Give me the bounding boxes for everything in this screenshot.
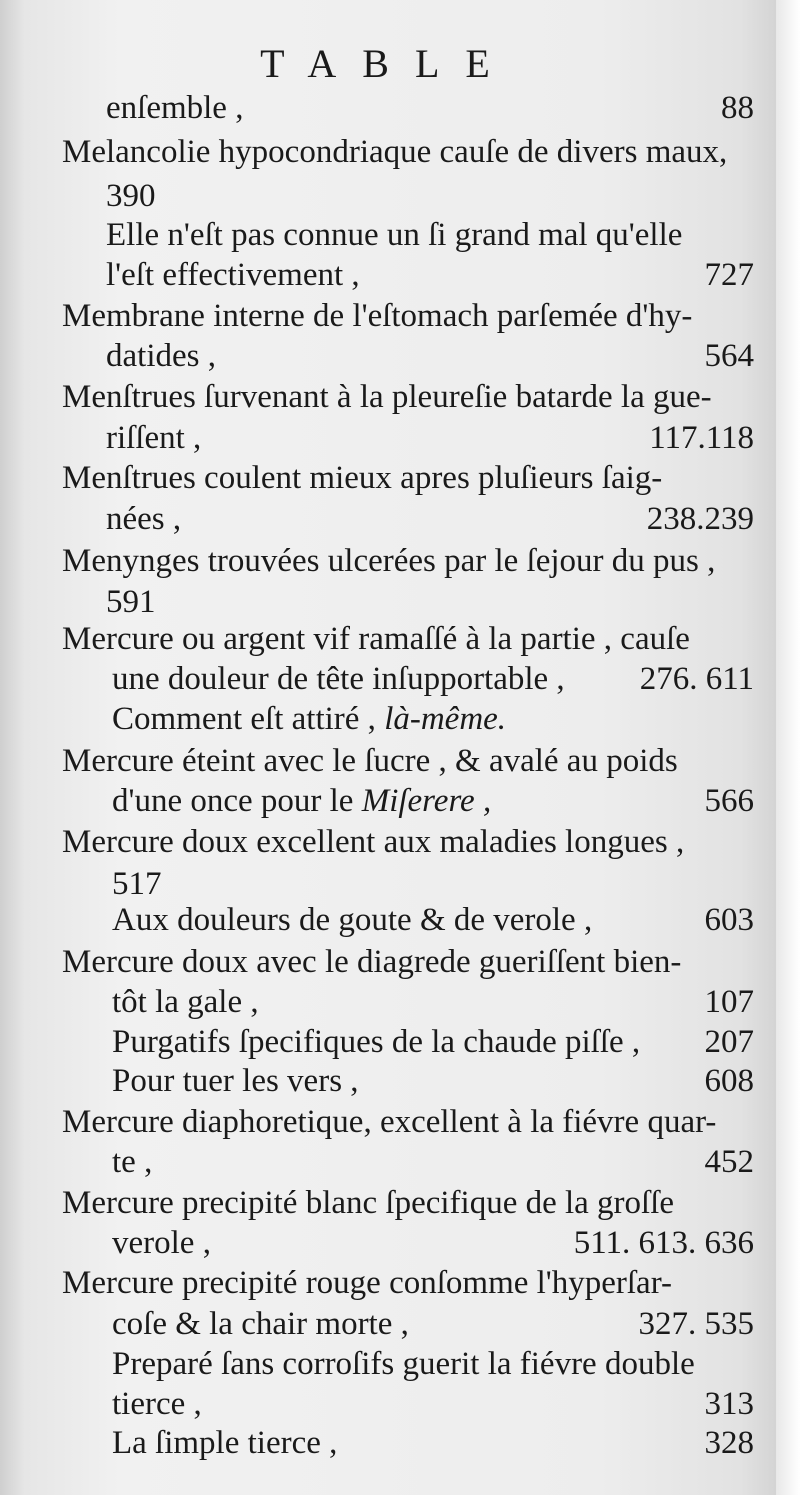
page-number: 327. 535 [638, 1306, 754, 1342]
entry-text: Pour tuer les vers , [112, 1063, 359, 1099]
index-line [62, 617, 754, 661]
page-title: TABLE [260, 41, 516, 86]
entry-text: Mercure precipité blanc ſpecifique de la groſſe [62, 1185, 675, 1221]
page-number: 608 [704, 1063, 754, 1099]
page-number: 566 [704, 783, 754, 819]
index-line [106, 416, 754, 460]
index-line [62, 294, 754, 338]
index-line [112, 1382, 754, 1426]
entry-text: Membrane interne de l'eſtomach parſemée d'hy- [62, 298, 693, 334]
entry-text: Comment eſt attiré , [112, 701, 376, 737]
index-line [62, 1261, 754, 1305]
page-number: 328 [704, 1425, 754, 1461]
page-number: 452 [704, 1144, 754, 1180]
index-line [62, 539, 754, 583]
index-line [112, 1342, 754, 1386]
index-line [106, 213, 754, 257]
entry-text: verole , [112, 1225, 211, 1261]
index-line [62, 940, 754, 984]
entry-text: Purgatifs ſpecifiques de la chaude piſſe , [112, 1024, 641, 1060]
entry-text: Menſtrues ſurvenant à la pleureſie batarde la gue- [62, 379, 712, 415]
entry-text: Mercure precipité rouge conſomme l'hyperſar- [62, 1265, 673, 1301]
entry-text: Preparé ſans corroſifs guerit la fiévre double [112, 1346, 695, 1382]
index-line [62, 739, 754, 783]
index-line [62, 130, 754, 174]
index-line [62, 1181, 754, 1225]
page-number: 313 [704, 1386, 754, 1422]
page-number: 511. 613. 636 [573, 1225, 754, 1261]
index-line [112, 1020, 754, 1064]
index-line [106, 86, 754, 130]
entry-text: coſe & la chair morte , [112, 1306, 409, 1342]
entry-text: Melancolie hypocondriaque cauſe de divers maux, [62, 134, 728, 170]
entry-text: Mercure doux excellent aux maladies longues , [62, 824, 685, 860]
index-line [106, 497, 754, 541]
page-number: 591 [106, 584, 156, 620]
page-number: 276. 611 [639, 661, 754, 697]
entry-text: une douleur de tête inſupportable , [112, 661, 565, 697]
entry-text: Aux douleurs de goute & de verole , [112, 902, 593, 938]
index-line [106, 174, 754, 218]
page-number: 564 [704, 338, 754, 374]
entry-text: enſemble , [106, 90, 244, 126]
emphasis-text: Miſerere , [361, 783, 492, 819]
entry-text: La ſimple tierce , [112, 1425, 338, 1461]
index-line [112, 898, 754, 942]
page-number: 207 [704, 1024, 754, 1060]
index-line [62, 456, 754, 500]
index-line [106, 334, 754, 378]
entry-text: nées , [106, 501, 182, 537]
entry-text: Mercure doux avec le diagrede gueriſſent bien- [62, 944, 682, 980]
entry-text: l'eſt effectivement , [106, 257, 360, 293]
index-line [112, 1140, 754, 1184]
index-line [112, 980, 754, 1024]
entry-text: Mercure diaphoretique, excellent à la fiévre quar- [62, 1104, 717, 1140]
page-number: 88 [721, 90, 754, 126]
entry-text: Menynges trouvées ulcerées par le ſejour du pus , [62, 543, 716, 579]
index-line [112, 1059, 754, 1103]
page-number: 238.239 [646, 501, 754, 537]
entry-text: datides , [106, 338, 216, 374]
entry-text: Menſtrues coulent mieux apres pluſieurs ſaig- [62, 460, 663, 496]
index-line [106, 253, 754, 297]
index-line-content [112, 779, 491, 823]
index-line [112, 1221, 754, 1265]
index-line [112, 657, 754, 701]
page-number: 117.118 [649, 420, 754, 456]
scan-margin [776, 0, 800, 1495]
index-line [112, 1421, 754, 1465]
index-line-content [112, 697, 506, 741]
entry-text: Elle n'eſt pas connue un ſi grand mal qu'elle [106, 217, 683, 253]
page-number: 390 [106, 178, 156, 214]
entry-text: Mercure ou argent vif ramaſſé à la partie , cauſe [62, 621, 690, 657]
page-number: 727 [704, 257, 754, 293]
entry-text: tierce , [112, 1386, 202, 1422]
page-reference: là-même. [384, 701, 507, 737]
entry-text: d'une once pour le [112, 783, 354, 819]
entry-text: tôt la gale , [112, 984, 259, 1020]
entry-text: Mercure éteint avec le ſucre , & avalé au poids [62, 743, 678, 779]
index-line [112, 1302, 754, 1346]
index-line [62, 1100, 754, 1144]
page-number: 517 [112, 866, 162, 902]
entry-text: te , [112, 1144, 153, 1180]
page-number: 107 [704, 984, 754, 1020]
entry-text: riſſent , [106, 420, 202, 456]
index-line [62, 820, 754, 864]
index-line [62, 375, 754, 419]
page-number: 603 [704, 902, 754, 938]
index-line [112, 779, 754, 823]
index-line [112, 697, 754, 741]
